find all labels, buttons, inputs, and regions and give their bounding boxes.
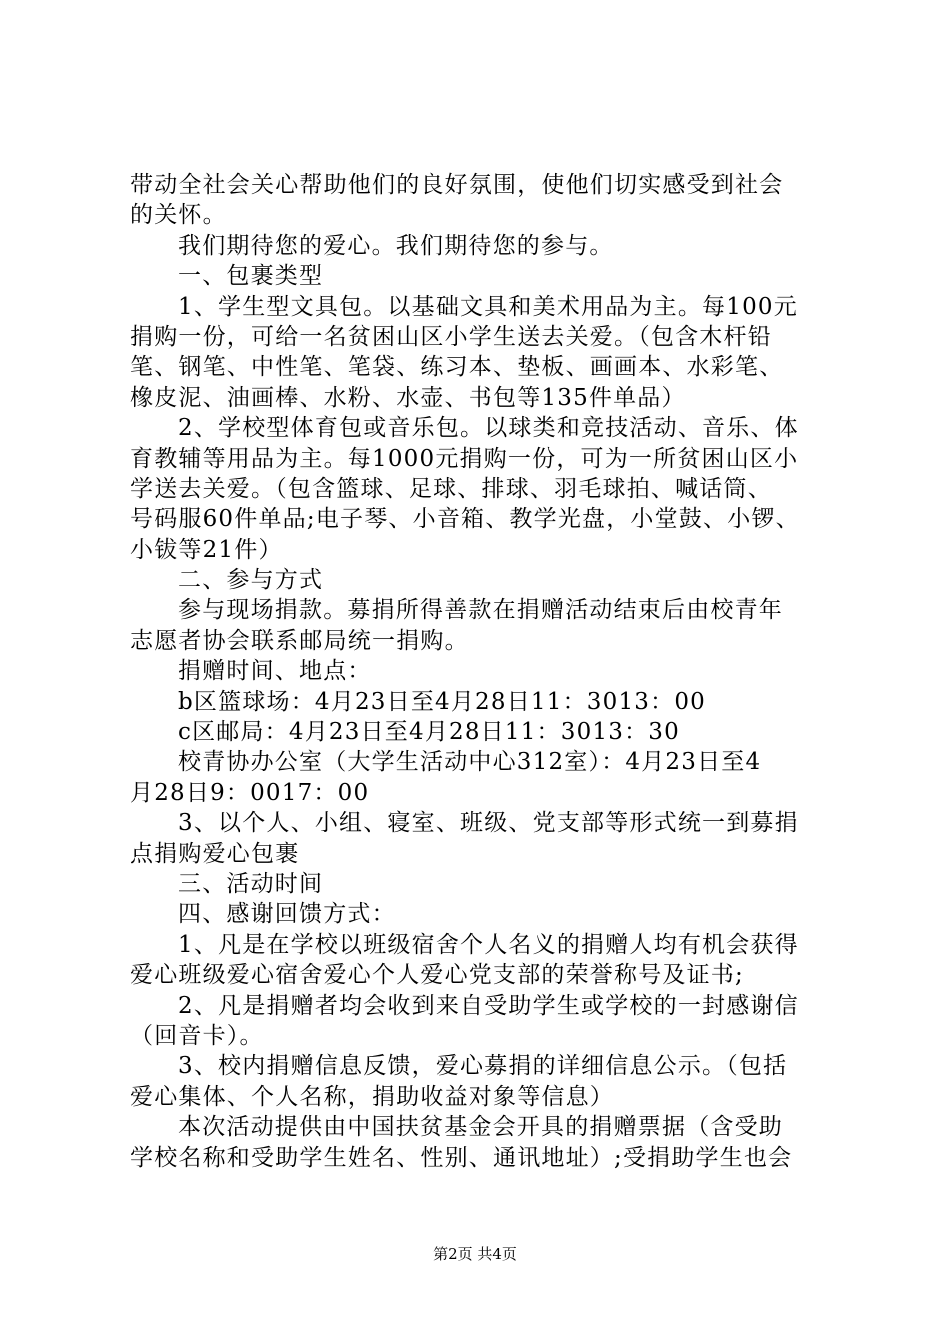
text-line: 志愿者协会联系邮局统一捐购。 bbox=[130, 627, 469, 654]
text-line: 四、感谢回馈方式： bbox=[178, 901, 396, 928]
text-line: 本次活动提供由中国扶贫基金会开具的捐赠票据（含受助 bbox=[178, 1114, 783, 1141]
text-line: b区篮球场：4月23日至4月28日11：3013：00 bbox=[178, 688, 706, 715]
text-line: 2、学校型体育包或音乐包。以球类和竞技活动、音乐、体 bbox=[178, 415, 799, 442]
text-line: （回音卡）。 bbox=[130, 1022, 264, 1049]
text-line: 号码服60件单品;电子琴、小音箱、教学光盘，小堂鼓、小锣、 bbox=[130, 506, 800, 533]
text-line: 三、活动时间 bbox=[178, 870, 324, 897]
text-line: 爱心班级爱心宿舍爱心个人爱心党支部的荣誉称号及证书; bbox=[130, 962, 744, 989]
text-line: 参与现场捐款。募捐所得善款在捐赠活动结束后由校青年 bbox=[178, 597, 783, 624]
text-line: 2、凡是捐赠者均会收到来自受助学生或学校的一封感谢信 bbox=[178, 992, 799, 1019]
text-line: 捐购一份，可给一名贫困山区小学生送去关爱。（包含木杆铅 bbox=[130, 323, 772, 350]
text-line: 爱心集体、个人名称，捐助收益对象等信息） bbox=[130, 1083, 614, 1110]
text-line: c区邮局：4月23日至4月28日11：3013：30 bbox=[178, 719, 680, 746]
text-line: 月28日9：0017：00 bbox=[130, 779, 370, 806]
text-line: 学送去关爱。（包含篮球、足球、排球、羽毛球拍、喊话筒、 bbox=[130, 475, 772, 502]
text-line: 的关怀。 bbox=[130, 202, 227, 229]
text-line: 3、以个人、小组、寝室、班级、党支部等形式统一到募捐 bbox=[178, 810, 799, 837]
text-line: 我们期待您的爱心。我们期待您的参与。 bbox=[178, 232, 614, 259]
text-line: 带动全社会关心帮助他们的良好氛围，使他们切实感受到社会 bbox=[130, 172, 784, 198]
text-line: 育教辅等用品为主。每1000元捐购一份，可为一所贫困山区小 bbox=[130, 445, 799, 472]
text-line: 捐赠时间、地点： bbox=[178, 658, 372, 685]
text-line: 笔、钢笔、中性笔、笔袋、练习本、垫板、画画本、水彩笔、 bbox=[130, 354, 784, 381]
text-line: 橡皮泥、油画棒、水粉、水壶、书包等135件单品） bbox=[130, 384, 686, 411]
text-line: 学校名称和受助学生姓名、性别、通讯地址）;受捐助学生也会 bbox=[130, 1144, 793, 1171]
text-line: 点捐购爱心包裹 bbox=[130, 840, 300, 867]
text-line: 校青协办公室（大学生活动中心312室）：4月23日至4 bbox=[178, 749, 762, 776]
text-line: 3、校内捐赠信息反馈，爱心募捐的详细信息公示。（包括 bbox=[178, 1053, 788, 1080]
text-line: 1、学生型文具包。以基础文具和美术用品为主。每100元 bbox=[178, 293, 798, 320]
text-line: 小钹等21件） bbox=[130, 536, 283, 563]
text-line: 二、参与方式 bbox=[178, 567, 324, 594]
page-number: 第2页 共4页 bbox=[433, 1245, 517, 1263]
text-line: 1、凡是在学校以班级宿舍个人名义的捐赠人均有机会获得 bbox=[178, 931, 799, 958]
text-line: 一、包裹类型 bbox=[178, 263, 324, 290]
document-body bbox=[130, 170, 840, 1173]
